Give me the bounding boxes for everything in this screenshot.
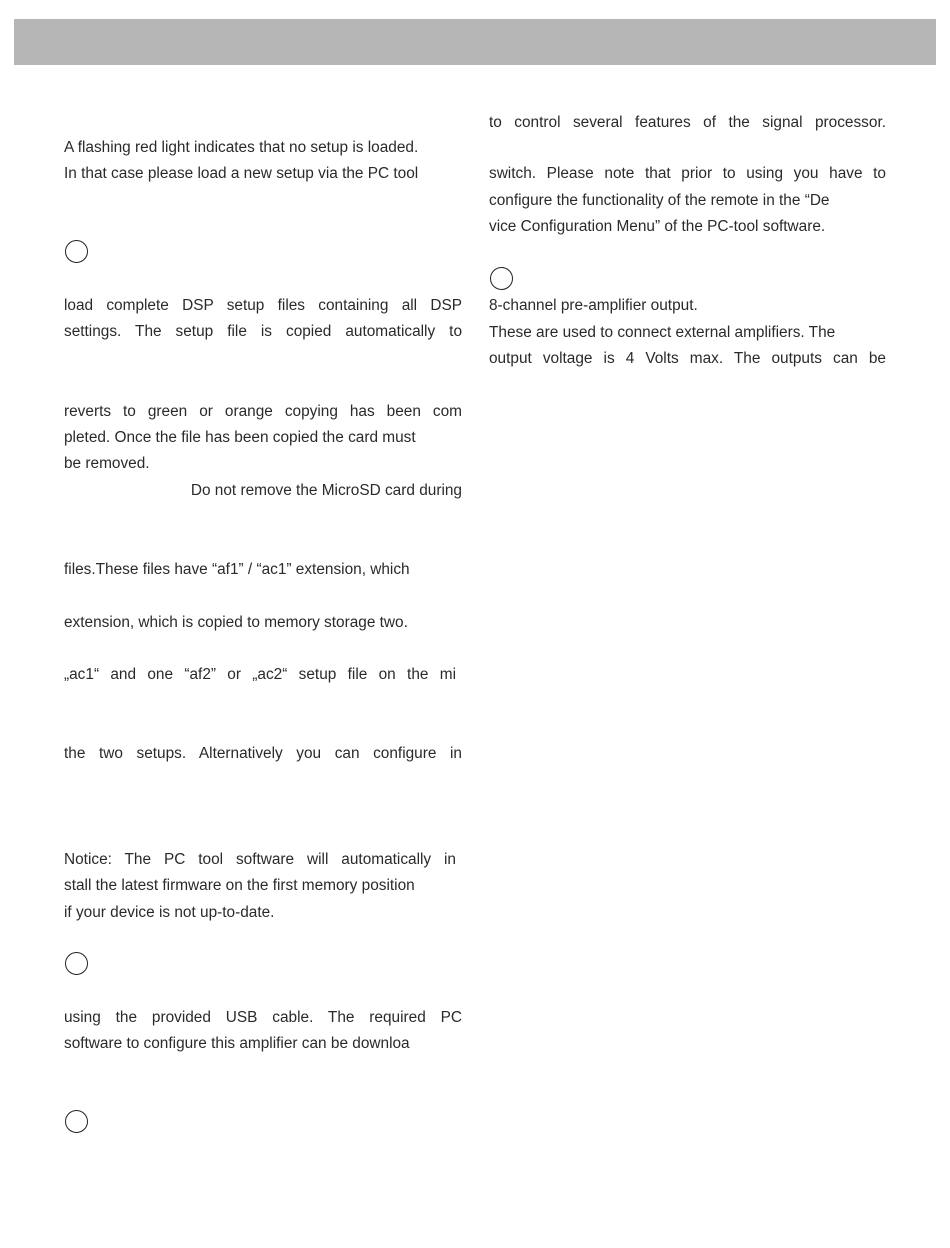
- paragraph-line: using the provided USB cable. The required PC: [64, 1009, 462, 1026]
- notice-line: stall the latest firmware on the first memory position: [64, 877, 415, 894]
- paragraph-line: configure the functionality of the remote in the “De: [489, 192, 830, 209]
- paragraph-line: 8-channel pre-amplifier output.: [489, 297, 698, 314]
- section-marker-circle: [65, 1110, 88, 1133]
- paragraph-line: In that case please load a new setup via the PC tool: [64, 165, 419, 182]
- paragraph-line: output voltage is 4 Volts max. The outputs can be: [489, 350, 886, 367]
- paragraph-line: These are used to connect external amplifiers. The: [489, 324, 836, 341]
- section-marker-circle: [65, 240, 88, 263]
- paragraph-line: load complete DSP setup files containing all DSP: [64, 297, 462, 314]
- paragraph-line: the two setups. Alternatively you can configure in: [64, 745, 462, 762]
- notice-line: Notice: The PC tool software will automatically in: [64, 851, 456, 868]
- notice-line: if your device is not up-to-date.: [64, 904, 275, 921]
- paragraph-line: reverts to green or orange copying has been com: [64, 403, 462, 420]
- section-marker-circle: [490, 267, 513, 290]
- paragraph-line: „ac1“ and one “af2” or „ac2“ setup file on the mi: [64, 666, 456, 683]
- paragraph-line: A flashing red light indicates that no setup is loaded.: [64, 139, 419, 156]
- paragraph-line: switch. Please note that prior to using you have to: [489, 165, 886, 182]
- paragraph-line: to control several features of the signal processor.: [489, 114, 886, 131]
- paragraph-line: files.These files have “af1” / “ac1” extension, which: [64, 561, 410, 578]
- paragraph-line: Do not remove the MicroSD card during: [190, 482, 462, 499]
- paragraph-line: vice Configuration Menu” of the PC-tool software.: [489, 218, 826, 235]
- paragraph-line: settings. The setup file is copied automatically to: [64, 323, 462, 340]
- paragraph-line: software to configure this amplifier can be downloa: [64, 1035, 410, 1052]
- paragraph-line: extension, which is copied to memory storage two.: [64, 614, 408, 631]
- section-marker-circle: [65, 952, 88, 975]
- paragraph-line: be removed.: [64, 455, 150, 472]
- header-bar: [14, 19, 936, 65]
- paragraph-line: pleted. Once the file has been copied the card must: [64, 429, 416, 446]
